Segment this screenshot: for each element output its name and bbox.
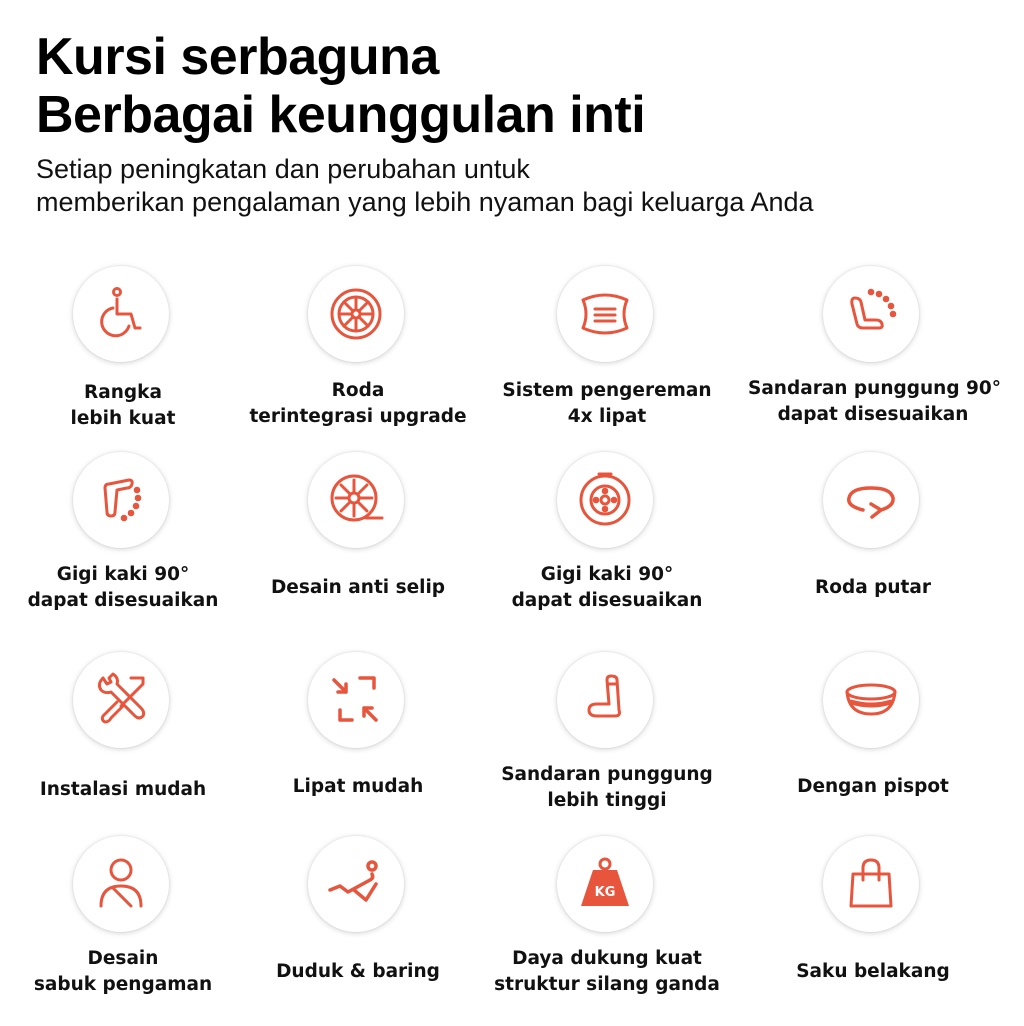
feature-label-line-2: dapat disesuaikan [777,404,969,425]
feature-frame-stronger [0,266,248,456]
feature-label-line-1: Sandaran punggung [501,764,713,785]
svg-text:KG: KG [594,885,616,900]
wheel-icon [308,266,404,362]
title-line-1: Kursi serbaguna [36,28,439,86]
feature-label-line-1: Instalasi mudah [39,779,207,800]
feature-label-line-1: Sandaran punggung 90° [748,378,1002,399]
feature-label-line-2: struktur silang ganda [494,974,720,995]
feature-label-line-1: Daya dukung kuat [512,948,702,969]
feature-higher-backrest [482,652,732,842]
feature-footrest-adjust [0,452,248,642]
feature-label-line-1: Roda putar [815,577,931,598]
feature-label-line-1: Lipat mudah [292,776,424,797]
feature-label-line-2: terintegrasi upgrade [249,406,467,427]
title-line-2: Berbagai keunggulan inti [36,86,646,144]
feature-sit-recline [233,836,483,1026]
feature-seatbelt [0,836,248,1026]
feature-label-line-2: 4x lipat [567,406,647,427]
feature-label-line-1: Desain anti selip [270,577,446,598]
feature-with-potty [748,652,998,842]
kg-weight-icon [557,836,653,932]
feature-label-line-2: dapat disesuaikan [27,590,219,611]
feature-label-line-1: Rangka [84,382,162,403]
feature-label-line-1: Roda [331,380,385,401]
footrest-adjust-icon [73,452,169,548]
feature-label-line-1: Gigi kaki 90° [540,564,674,585]
wheelchair-icon [73,266,169,362]
feature-label-line-1: Saku belakang [796,961,950,982]
feature-back-pocket [748,836,998,1026]
seatbelt-person-icon [73,836,169,932]
feature-brake-system [482,266,732,456]
feature-easy-install [0,652,248,842]
fold-arrows-icon [308,652,404,748]
feature-footrest-adjust-2 [482,452,732,642]
anti-slip-wheel-icon [308,452,404,548]
feature-label-line-1: Desain [87,948,159,969]
tools-icon [73,652,169,748]
feature-anti-slip [233,452,483,642]
feature-label-line-1: Sistem pengereman [502,380,712,401]
feature-label-line-1: Gigi kaki 90° [56,564,190,585]
feature-swivel-wheel [748,452,998,642]
rotate-icon [823,452,919,548]
feature-label-line-2: sabuk pengaman [33,974,213,995]
feature-label-line-2: dapat disesuaikan [511,590,703,611]
feature-label-line-1: Duduk & baring [276,961,440,982]
feature-label-line-2: lebih kuat [70,408,176,429]
feature-easy-fold [233,652,483,842]
high-backrest-icon [557,652,653,748]
shopping-bag-icon [823,836,919,932]
brake-pad-icon [557,266,653,362]
reclining-person-icon [308,836,404,932]
feature-integrated-wheel [233,266,483,456]
feature-backrest-adjust [748,266,1002,456]
subtitle-line-1: Setiap peningkatan dan perubahan untuk [36,154,530,184]
brake-disc-icon [557,452,653,548]
subtitle-line-2: memberikan pengalaman yang lebih nyaman bagi keluarga Anda [36,187,814,217]
recline-seat-icon [823,266,919,362]
feature-load-capacity [482,836,732,1026]
feature-label-line-2: lebih tinggi [547,790,667,811]
feature-label-line-1: Dengan pispot [797,776,949,797]
bowl-icon [823,652,919,748]
